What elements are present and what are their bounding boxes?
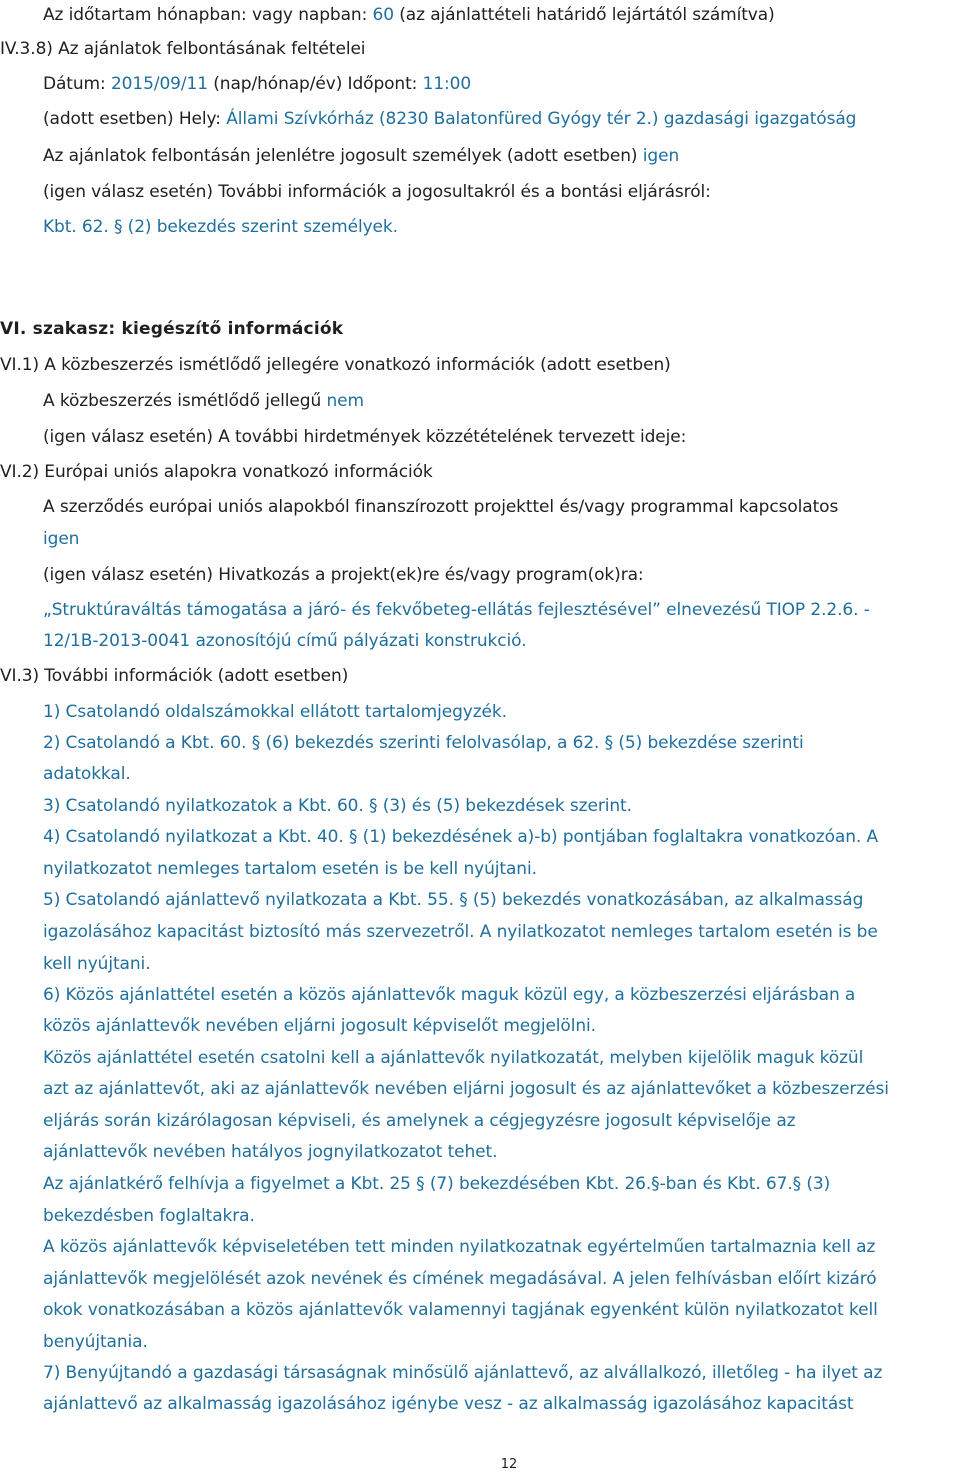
vi3-line: A közös ajánlattevők képviseletében tett minden nyilatkozatnak egyértelműen tartalmaznia kell az [43,1237,876,1257]
vi3-line: 7) Benyújtandó a gazdasági társaságnak minősülő ajánlattevő, az alvállalkozó, illetőleg - ha ilyet az [43,1363,883,1383]
vi3-line: közös ajánlattevők nevében eljárni jogosult képviselőt megjelölni. [43,1016,596,1036]
place-label: (adott esetben) Hely: [43,109,221,129]
attendance-line [43,145,679,167]
attendance-label: Az ajánlatok felbontásán jelenlétre jogosult személyek (adott esetben) [43,146,638,166]
vi3-line: 4) Csatolandó nyilatkozat a Kbt. 40. § (1) bekezdésének a)-b) pontjában foglaltakra vonatkozóan. A [43,827,879,847]
vi1-heading: VI.1) A közbeszerzés ismétlődő jellegére vonatkozó információk (adott esetben) [0,355,671,375]
vi3-heading: VI.3) További információk (adott esetben) [0,666,349,686]
vi2-ref-line-2: 12/1B-2013-0041 azonosítójú című pályázati konstrukció. [43,631,527,651]
more-info-value: Kbt. 62. § (2) bekezdés szerint személyek. [43,217,398,237]
vi3-line: 3) Csatolandó nyilatkozatok a Kbt. 60. § (3) és (5) bekezdések szerint. [43,796,632,816]
vi3-line: benyújtania. [43,1332,148,1352]
vi1-value: nem [326,391,364,411]
vi3-line: kell nyújtani. [43,954,151,974]
more-info-label: (igen válasz esetén) További információk a jogosultakról és a bontási eljárásról: [43,182,711,202]
vi3-line: nyilatkozatot nemleges tartalom esetén is be kell nyújtani. [43,859,537,879]
vi3-line: 2) Csatolandó a Kbt. 60. § (6) bekezdés szerinti felolvasólap, a 62. § (5) bekezdése szerinti [43,733,804,753]
vi3-line: 5) Csatolandó ajánlattevő nyilatkozata a Kbt. 55. § (5) bekezdés vonatkozásában, az alkalmasság [43,890,864,910]
vi1-recurring-line [43,390,364,412]
vi3-line: ajánlattevők megjelölését azok nevének és címének megadásával. A jelen felhívásban előírt kizáró [43,1269,877,1289]
opening-date-line [43,73,471,95]
vi2-heading: VI.2) Európai uniós alapokra vonatkozó információk [0,462,433,482]
vi3-line: eljárás során kizárólagosan képviseli, és amelynek a cégjegyzésre jogosult képviselője az [43,1111,796,1131]
vi3-line: azt az ajánlattevőt, aki az ajánlattevők nevében eljárni jogosult és az ajánlattevőket a közbeszerzési [43,1079,889,1099]
opening-place-line [43,108,856,130]
vi3-line: okok vonatkozásában a közös ajánlattevők valamennyi tagjának egyenként külön nyilatkozatot kell [43,1300,878,1320]
time-value: 11:00 [422,74,472,94]
vi2-ref-line-1: „Struktúraváltás támogatása a járó- és fekvőbeteg-ellátás fejlesztésével” elnevezésű TIOP 2.2.6. - [43,600,870,620]
vi3-line: 6) Közös ajánlattétel esetén a közös ajánlattevők maguk közül egy, a közbeszerzési eljárásban a [43,985,856,1005]
vi3-line: Közös ajánlattétel esetén csatolni kell a ajánlattevők nyilatkozatát, melyben kijelölik maguk közül [43,1048,864,1068]
vi3-line: ajánlattevők nevében hatályos jognyilatkozatot tehet. [43,1142,498,1162]
vi1-followup: (igen válasz esetén) A további hirdetmények közzétételének tervezett ideje: [43,427,687,447]
vi3-line: adatokkal. [43,764,131,784]
vi2-value: igen [43,529,80,549]
vi3-line: igazolásához kapacitást biztosító más szervezetről. A nyilatkozatot nemleges tartalom esetén is be [43,922,878,942]
section-vi-title: VI. szakasz: kiegészítő információk [0,319,344,339]
section-iv-3-8-heading: IV.3.8) Az ajánlatok felbontásának feltételei [0,39,366,59]
date-value: 2015/09/11 [110,74,208,94]
duration-line [43,4,775,26]
vi3-line: bekezdésben foglaltakra. [43,1206,255,1226]
duration-label: Az időtartam hónapban: vagy napban: [43,5,368,25]
place-value: Állami Szívkórház (8230 Balatonfüred Gyógy tér 2.) gazdasági igazgatóság [226,109,857,129]
vi3-line: ajánlattevő az alkalmasság igazolásához igénybe vesz - az alkalmasság igazolásához kapacitást [43,1394,854,1414]
date-format-label: (nap/hónap/év) Időpont: [213,74,418,94]
duration-note: (az ajánlattételi határidő lejártától számítva) [399,5,775,25]
date-label: Dátum: [43,74,106,94]
vi2-ref-label: (igen válasz esetén) Hivatkozás a projekt(ek)re és/vagy program(ok)ra: [43,565,644,585]
duration-value: 60 [372,5,394,25]
vi1-label: A közbeszerzés ismétlődő jellegű [43,391,322,411]
attendance-value: igen [642,146,680,166]
vi2-label: A szerződés európai uniós alapokból finanszírozott projekttel és/vagy programmal kapcsolatos [43,497,839,517]
vi3-line: Az ajánlatkérő felhívja a figyelmet a Kbt. 25 § (7) bekezdésében Kbt. 26.§-ban és Kbt. 67.§ (3) [43,1174,831,1194]
vi3-line: 1) Csatolandó oldalszámokkal ellátott tartalomjegyzék. [43,702,507,722]
page-number: 12 [500,1457,518,1472]
